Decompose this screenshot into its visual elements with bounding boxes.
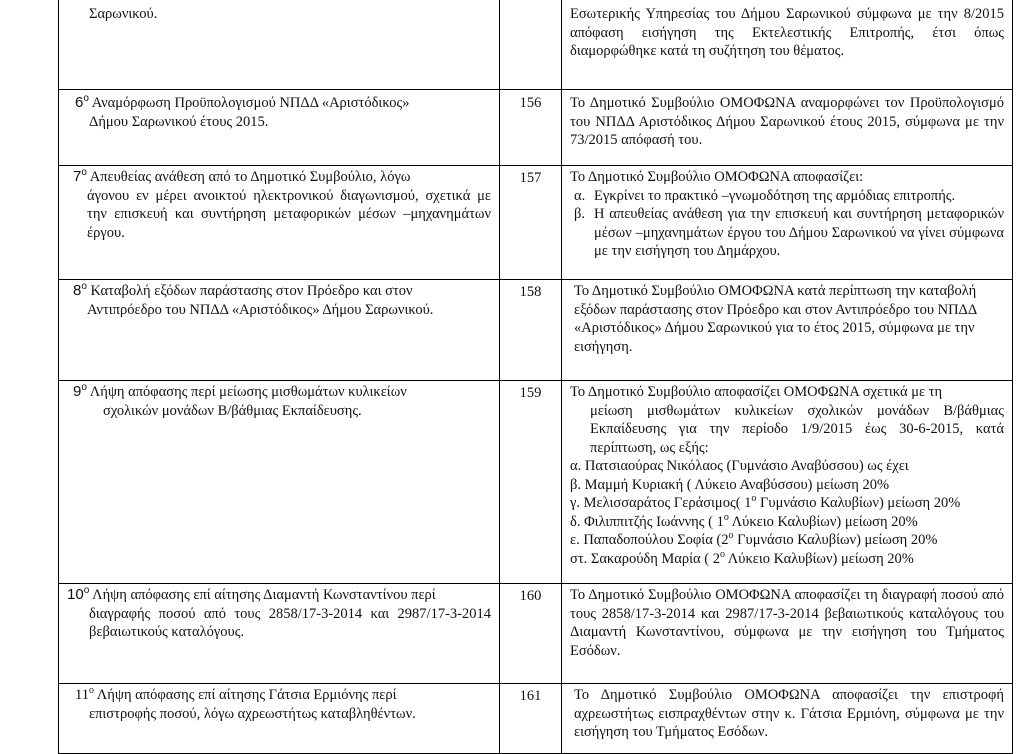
decision-intro: Το Δημοτικό Συμβούλιο ΟΜΟΦΩΝΑ αποφασίζει: (570, 169, 864, 185)
agenda-subject-text: άγονου εν μέρει ανοικτού ηλεκτρονικού διαγωνισμού, σχετικά με την επισκευή και συντήρηση μεταφορικών μέσων –μηχανημάτων έργου. (87, 187, 491, 241)
agenda-subject-cell (59, 381, 500, 584)
decision-number: 156 (519, 95, 542, 111)
agenda-item-number: $11^o$ (75, 685, 94, 703)
decision-list-item: α. Πατσιαούρας Νικόλαος (Γυμνάσιο Αναβύσσου) ως έχει (570, 458, 909, 474)
decision-text-cell (562, 584, 1013, 684)
decision-list-item: β. Μαμμή Κυριακή ( Λύκειο Αναβύσσου) μείωση 20% (570, 476, 890, 493)
agenda-subject-text: σχολικών μονάδων Β/βάθμιας Εκπαίδευσης. (103, 402, 362, 419)
decision-number: 161 (519, 688, 542, 704)
decision-text: Εσωτερικής Υπηρεσίας του Δήμου Σαρωνικού σύμφωνα με την 8/2015 απόφαση εισήγηση της Εκτελεστικής Επιτροπής, έτσι όπως διαμορφώθηκε κατά τη συζήτηση του θέματος. (570, 6, 1004, 59)
agenda-subject-first-line: Αναμόρφωση Προϋπολογισμού ΝΠΔΔ «Αριστόδικος» (91, 95, 410, 111)
agenda-subject-first-line: Λήψη απόφασης επί αίτησης Διαμαντή Κωνσταντίνου περί (92, 587, 436, 603)
decision-text: μείωση μισθωμάτων κυλικείων σχολικών μονάδων Β/βάθμιας Εκπαίδευσης για την περίοδο 1/9/2015 έως 30-6-2015, κατά περίπτωση, ως εξής: (590, 402, 1004, 456)
decision-number: 158 (519, 284, 542, 300)
decision-number-cell (500, 381, 562, 584)
decision-text-cell (562, 166, 1013, 280)
decision-text: Το Δημοτικό Συμβούλιο ΟΜΟΦΩΝΑ αποφασίζει τη διαγραφή ποσού από τους 2858/17-3-2014 και 2987/17-3-2014 βεβαιωτικούς καταλόγους του Διαμαντή Κωνσταντίνου, σύμφωνα με την εισήγηση του Τμήματος Εσόδων. (570, 587, 1004, 659)
agenda-item-number: $10^o$ (67, 585, 90, 603)
decision-list-item: γ. Μελισσαράτος Γεράσιμος( $1^o$ Γυμνάσιο Καλυβίων) μείωση 20% (570, 493, 961, 511)
agenda-item-number: $8^o$ (73, 281, 87, 299)
decision-number: 160 (519, 588, 542, 604)
decision-list-item: στ. Σακαρούδη Μαρία ( $2^o$ Λύκειο Καλυβίων) μείωση 20% (570, 548, 914, 567)
table-row (59, 584, 1013, 684)
decision-number-cell (500, 584, 562, 684)
decision-text-first-line: Το Δημοτικό Συμβούλιο αποφασίζει ΟΜΟΦΩΝΑ σχετικά με τη (570, 384, 943, 400)
agenda-subject-first-line: Λήψη απόφασης περί μείωσης μισθωμάτων κυλικείων (89, 384, 407, 400)
agenda-item-number: $7^o$ (73, 167, 87, 185)
agenda-subject-text: επιστροφής ποσού, λόγω αχρεωστήτως καταβληθέντων. (89, 705, 416, 722)
agenda-subject-cell (59, 166, 500, 280)
table-row (59, 280, 1013, 381)
decisions-table (58, 0, 1013, 754)
decision-number-cell (500, 0, 562, 90)
agenda-subject-text: Σαρωνικού. (89, 6, 158, 22)
decision-number: 157 (519, 170, 542, 186)
decision-text: Το Δημοτικό Συμβούλιο ΟΜΟΦΩΝΑ κατά περίπτωση την καταβολή εξόδων παράστασης στον Πρόεδρο και στον Αντιπρόεδρο του ΝΠΔΔ «Αριστόδικος» Δήμου Σαρωνικού για το έτος 2015, σύμφωνα με την εισήγηση. (574, 283, 977, 355)
decision-number: 159 (519, 385, 542, 401)
agenda-subject-cell (59, 0, 500, 90)
decision-number-cell (500, 166, 562, 280)
decision-text-cell (562, 0, 1013, 90)
decision-number-cell (500, 280, 562, 381)
table-row (59, 381, 1013, 584)
agenda-subject-first-line: Λήψη απόφασης επί αίτησης Γάτσια Ερμιόνης περί (96, 687, 397, 703)
agenda-subject-text: Δήμου Σαρωνικού έτους 2015. (89, 113, 269, 130)
decision-number-cell (500, 90, 562, 166)
agenda-subject-text: διαγραφής ποσού από τους 2858/17-3-2014 και 2987/17-3-2014 βεβαιωτικούς καταλόγους. (89, 605, 491, 640)
decision-text-cell (562, 280, 1013, 381)
agenda-item-number: $6^o$ (75, 93, 89, 111)
decision-text-cell (562, 90, 1013, 166)
decision-text: Το Δημοτικό Συμβούλιο ΟΜΟΦΩΝΑ αποφασίζει την επιστροφή αχρεωστήτως εισπραχθέντων στην κ. Γάτσια Ερμιόνη, σύμφωνα με την εισήγηση του Τμήματος Εσόδων. (574, 687, 1004, 740)
agenda-subject-cell (59, 280, 500, 381)
agenda-subject-cell (59, 90, 500, 166)
agenda-subject-first-line: Απευθείας ανάθεση από το Δημοτικό Συμβούλιο, λόγω (89, 169, 411, 185)
table-row (59, 90, 1013, 166)
decision-item: β. Η απευθείας ανάθεση για την επισκευή και συντήρηση μεταφορικών μέσων –μηχανημάτων έργου του Δήμου Σαρωνικού να γίνει σύμφωνα με την εισήγηση του Δημάρχου. (574, 206, 1004, 259)
decision-list-item: δ. Φιλιππιτζής Ιωάννης ( $1^o$ Λύκειο Καλυβίων) μείωση 20% (570, 511, 918, 530)
decision-item: α. Εγκρίνει το πρακτικό –γνωμοδότηση της αρμόδιας επιτροπής. (574, 187, 956, 204)
decision-text-cell (562, 381, 1013, 584)
table-row (59, 166, 1013, 280)
agenda-item-number: $9^o$ (73, 382, 87, 400)
agenda-subject-text: Αντιπρόεδρο του ΝΠΔΔ «Αριστόδικος» Δήμου Σαρωνικού. (87, 301, 434, 318)
agenda-subject-first-line: Καταβολή εξόδων παράστασης στον Πρόεδρο και στον (90, 283, 413, 299)
table-row (59, 0, 1013, 90)
decision-list-item: ε. Παπαδοπούλου Σοφία ($2^o$ Γυμνάσιο Καλυβίων) μείωση 20% (570, 530, 938, 548)
agenda-subject-cell (59, 584, 500, 684)
decision-text: Το Δημοτικό Συμβούλιο ΟΜΟΦΩΝΑ αναμορφώνει τον Προϋπολογισμό του ΝΠΔΔ Αριστόδικος Δήμου Σαρωνικού έτους 2015, σύμφωνα με την 73/2015 απόφασή του. (570, 95, 1004, 148)
